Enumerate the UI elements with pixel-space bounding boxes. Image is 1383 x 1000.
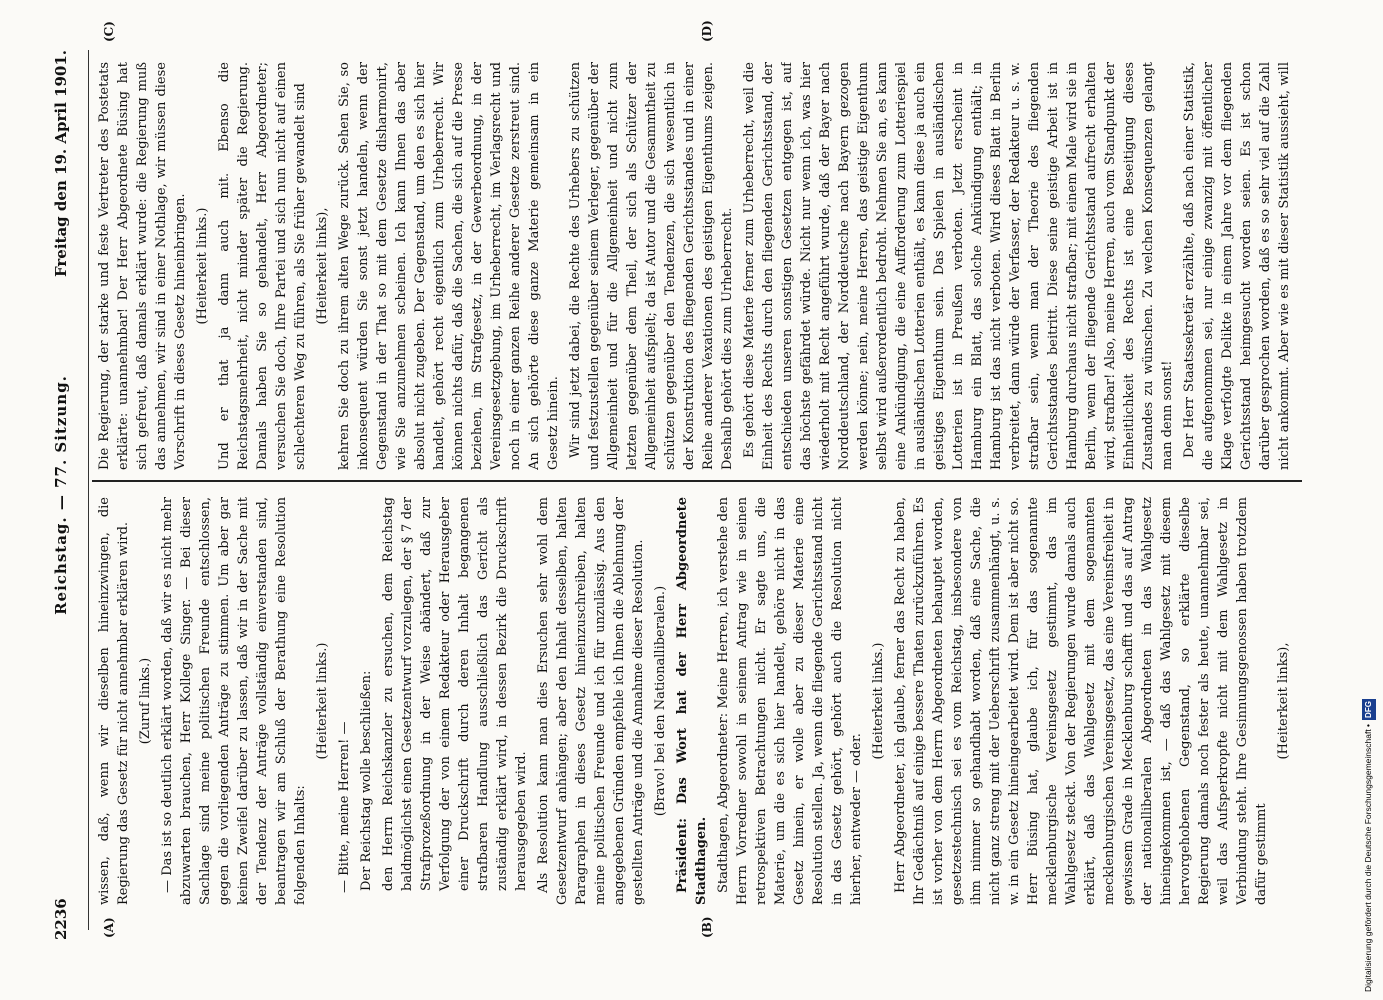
- credit-text: Digitalisierung gefördert durch die Deutsche Forschungsgemeinschaft •: [1363, 723, 1373, 992]
- interjection: (Heiterkeit links.): [315, 642, 330, 760]
- interjection: (Zuruf links.): [138, 657, 153, 745]
- resolution-heading: Der Reichstag wolle beschließen:: [359, 670, 374, 891]
- paragraph: kehren Sie doch zu ihrem alten Wege zurück. Sehen Sie, so inkonsequent würden Sie sonst jetzt handeln, wenn der Gegenstand in der That so mit dem Gesetze disharmonirt, wie Sie anzunehmen scheinen. Ich kann Ihnen das aber absolut nicht zugeben. Der Gegenstand, um den es sich hier handelt, gehört recht eigentlich zum Urheberrecht. Wir können nichts dafür, daß die Sachen, die sich auf die Presse beziehen, im Strafgesetz, in der Gewerbeordnung, in der Vereinsgesetzgebung, im Urheberrecht, im Verlagsrecht und noch in einer ganzen Reihe anderer Gesetze zerstreut sind. An sich gehörte diese ganze Materie gemeinsam in ein Gesetz hinein.: [337, 62, 561, 470]
- column-divider: [92, 480, 1302, 482]
- interjection: (Heiterkeit links),: [1276, 642, 1291, 760]
- paragraph: wissen, daß, wenn wir dieselben hineinzwingen, die Regierung das Gesetz für nicht annehmbar erklären wird.: [97, 497, 131, 905]
- interjection: (Bravo! bei den Nationalliberalen.): [653, 585, 668, 817]
- speaker-line: Präsident: Das Wort hat der Herr Abgeordnete Stadthagen.: [675, 497, 709, 905]
- session-title: Reichstag. — 77. Sitzung.: [52, 375, 70, 615]
- paragraph: — Bitte, meine Herren! —: [337, 721, 352, 893]
- session-date: Freitag den 19. April 1901.: [52, 50, 70, 277]
- right-text-column: [95, 62, 1295, 470]
- margin-marker-b: (B): [700, 916, 714, 938]
- margin-marker-c: (C): [102, 21, 116, 42]
- margin-marker-d: (D): [700, 20, 714, 42]
- paragraph: Und er that ja dann auch mit. Ebenso die Reichstagsmehrheit, nicht minder später die Regierung. Damals haben Sie so gehandelt, Herr Abgeordneter; versuchen Sie doch, Ihre Partei und sich nun nicht auf einen schlechteren Weg zu führen, als Sie früher gewandelt sind: [217, 62, 308, 470]
- dfg-logo: DFG: [1362, 699, 1376, 720]
- interjection: (Heiterkeit links),: [315, 207, 330, 325]
- margin-marker-a: (A): [102, 917, 116, 938]
- paragraph: Die Regierung, der starke und feste Vertreter des Postetats erklärte: unannehmbar! Der Herr Abgeordnete Büsing hat sich gefreut, daß damals erklärt wurde: die Regierung muß das annehmen, wir sind in einer Nothlage, wir müssen diese Vorschrift in dieses Gesetz hineinbringen.: [97, 62, 188, 470]
- interjection: (Heiterkeit links.): [195, 207, 210, 325]
- paragraph: Als Resolution kann man dies Ersuchen sehr wohl dem Gesetzentwurf anhängen; aber den Inhalt desselben, halten Paragraphen in dieses Gesetz hineinzuschreiben, halten meine politischen Freunde und ich für unzulässig. Aus den angegebenen Gründen empfehle ich Ihnen die Ablehnung der gestellten Anträge und die Annahme dieser Resolution.: [536, 497, 646, 905]
- header-rule: [88, 50, 89, 930]
- page-number: 2236: [52, 898, 70, 940]
- running-header: [52, 50, 82, 940]
- left-text-column: [95, 497, 1295, 905]
- digitization-credit: [1361, 8, 1375, 992]
- paragraph: Stadthagen, Abgeordneter: Meine Herren, ich verstehe den Herrn Vorredner sowohl in seinem Antrag wie in seinen retrospektiven Betrachtungen nicht. Er sagte uns, die Materie, um die es sich hier handelt, gehöre nicht in das Gesetz hinein, er wolle aber zu dieser Materie eine Resolution stellen. Ja, wenn die fliegende Gerichtsstand nicht in das Gesetz gehört, gehört auch die Resolution nicht hierher, entweder — oder.: [716, 497, 864, 905]
- resolution-text: den Herrn Reichskanzler zu ersuchen, dem Reichstag baldmöglichst einen Gesetzentwurf vorzulegen, der § 7 der Strafprozeßordnung in der Weise abändert, daß zur Verfolgung der von einem Redakteur oder Herausgeber einer Druckschrift durch deren Inhalt begangenen strafbaren Handlung ausschließlich das Gericht als zuständig erklärt wird, in dessen Bezirk die Druckschrift herausgegeben wird.: [381, 497, 529, 891]
- paragraph: Herr Abgeordneter, ich glaube, ferner das Recht zu haben, Ihr Gedächtniß auf einige bessere Thaten zurückzuführen. Es ist vorher von dem Herrn Abgeordneten behauptet worden, gesetzestechnisch sei es vom Reichstag, insbesondere von ihm nimmer so gehandhabt worden, daß eine Sache, die nicht ganz streng mit der Ueberschrift zusammenhängt, u. s. w. in ein Gesetz hineingearbeitet wird. Dem ist aber nicht so. Herr Büsing hat, glaube ich, für das sogenannte mecklenburgische Vereinsgesetz gestimmt, das im Wahlgesetz steckt. Von der Regierungen wurde damals auch erklärt, daß das Wahlgesetz mit dem sogenannten mecklenburgischen Vereinsgesetz, das eine Vereinsfreiheit in gewissem Grade in Mecklenburg schafft und das auf Antrag der nationalliberalen Abgeordneten in das Wahlgesetz hineingekommen ist, — daß das Wahlgesetz mit diesem hervorgehobenen Gegenstand, so erklärte dieselbe Regierung damals noch fester als heute, unannehmbar sei, weil das Aufsperkropfte nicht mit dem Wahlgesetz in Verbindung steht. Ihre Gesinnungsgenossen haben trotzdem dafür gestimmt: [893, 497, 1269, 905]
- paragraph: Wir sind jetzt dabei, die Rechte des Urhebers zu schützen und festzustellen gegenüber seinem Verleger, gegenüber der Allgemeinheit und für die Allgemeinheit und nicht zum letzten gegenüber dem Theil, der sich als Schützer der Allgemeinheit aufspielt; da ist Autor und die Gesammtheit zu schützen gegenüber den Tendenzen, die sich wesentlich in der Konstruktion des fliegenden Gerichtsstandes und in einer Reihe anderer Vexationen des geistigen Eigenthums zeigen. Deshalb gehört dies zum Urheberrecht.: [568, 62, 735, 470]
- paragraph: Der Herr Staatssekretär erzählte, daß nach einer Statistik, die aufgenommen sei, nur einige zwanzig mit öffentlicher Klage verfolgte Delikte in einem Jahre vor dem fliegenden Gerichtsstand heimgesucht worden seien. Es ist schon darüber gesprochen worden, daß es so sehr viel auf die Zahl nicht ankommt. Aber wie es mit dieser Statistik aussieht, will: [1182, 62, 1292, 470]
- paragraph: — Das ist so deutlich erklärt worden, daß wir es nicht mehr abzuwarten brauchen, Herr Kollege Singer. — Bei dieser Sachlage sind meine politischen Freunde entschlossen, gegen die vorliegenden Anträge zu stimmen. Um aber gar keinen Zweifel darüber zu lassen, daß wir in der Sache mit der Tendenz der Anträge vollständig einverstanden sind, beantragen wir am Schluß der Berathung eine Resolution folgenden Inhalts:: [160, 497, 308, 905]
- paragraph: Es gehört diese Materie ferner zum Urheberrecht, weil die Einheit des Rechts durch den fliegenden Gerichtsstand, der entschieden unseren sonstigen Gesetzen entgegen ist, auf das höchste gefährdet würde. Nicht nur wenn ich, was hier wiederholt mit Recht angeführt wurde, daß der Bayer nach Norddeutschland, der Norddeutsche nach Bayern gezogen werden könne; nein, meine Herren, das geistige Eigenthum selbst wird außerordentlich bedroht. Nehmen Sie an, es kann eine Ankündigung, die eine Aufforderung zum Lotteriespiel in ausländischen Lotterien enthält, es kann diese ja auch ein geistiges Eigenthum sein. Das Spielen in ausländischen Lotterien ist in Preußen verboten. Jetzt erscheint in Hamburg ein Blatt, das solche Ankündigung enthält; in Hamburg ist das nicht verboten. Wird dieses Blatt in Berlin verbreitet, dann würde der Verfasser, der Redakteur u. s. w. strafbar sein, wenn man der Theorie des fliegenden Gerichtsstandes beitritt. Diese seine geistige Arbeit ist in Hamburg durchaus nicht strafbar; mit einem Male wird sie in Berlin, wenn der fliegende Gerichtsstand aufrecht erhalten wird, strafbar! Also, meine Herren, auch vom Standpunkt der Einheitlichkeit des Rechts ist eine Beseitigung dieses Zustandes zu wünschen. Zu welchen Konsequenzen gelangt man denn sonst!: [742, 62, 1175, 470]
- interjection: (Heiterkeit links.): [871, 642, 886, 760]
